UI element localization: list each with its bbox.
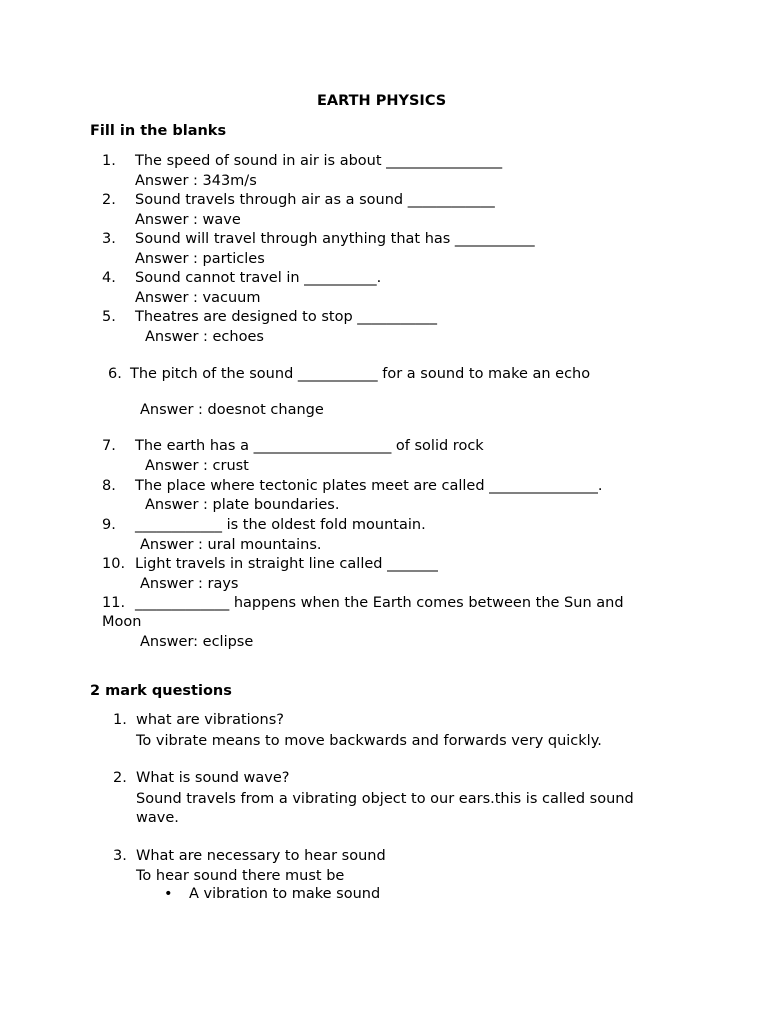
section-heading-two-mark: 2 mark questions	[90, 683, 232, 699]
section-heading-fill-blanks: Fill in the blanks	[90, 123, 227, 139]
item-number: 7.	[102, 438, 116, 454]
item-number: 6.	[108, 366, 122, 382]
answer-text: Answer : ural mountains.	[140, 537, 322, 553]
item-number: 3.	[113, 848, 127, 864]
question-text: What are necessary to hear sound	[136, 848, 386, 864]
bullet-icon: •	[164, 886, 173, 902]
question-text: Sound travels through air as a sound ____________	[135, 192, 495, 208]
question-text: What is sound wave?	[136, 770, 290, 786]
item-number: 3.	[102, 231, 116, 247]
answer-text: Answer : echoes	[145, 329, 264, 345]
answer-text: To hear sound there must be	[136, 868, 345, 884]
item-number: 5.	[102, 309, 116, 325]
question-text: what are vibrations?	[136, 712, 284, 728]
answer-text: Answer : wave	[135, 212, 241, 228]
answer-text: Answer : rays	[140, 576, 239, 592]
item-number: 9.	[102, 517, 116, 533]
item-number: 2.	[102, 192, 116, 208]
bullet-text: A vibration to make sound	[189, 886, 381, 902]
answer-text: Answer : vacuum	[135, 290, 261, 306]
question-text: Sound will travel through anything that has ___________	[135, 231, 535, 247]
page-title: EARTH PHYSICS	[317, 93, 447, 109]
answer-text: To vibrate means to move backwards and forwards very quickly.	[136, 733, 602, 749]
answer-text: Answer: eclipse	[140, 634, 254, 650]
question-text: The earth has a ___________________ of solid rock	[135, 438, 484, 454]
question-text: The speed of sound in air is about ________________	[135, 153, 503, 169]
answer-text: wave.	[136, 810, 179, 826]
question-text-continued: Moon	[102, 614, 142, 630]
answer-text: Answer : doesnot change	[140, 402, 324, 418]
question-text: The place where tectonic plates meet are called _______________.	[135, 478, 603, 494]
answer-text: Sound travels from a vibrating object to our ears.this is called sound	[136, 791, 634, 807]
question-text: Theatres are designed to stop ___________	[135, 309, 438, 325]
item-number: 1.	[113, 712, 127, 728]
item-number: 2.	[113, 770, 127, 786]
answer-text: Answer : particles	[135, 251, 265, 267]
item-number: 8.	[102, 478, 116, 494]
question-text: The pitch of the sound ___________ for a sound to make an echo	[130, 366, 591, 382]
item-number: 10.	[102, 556, 126, 572]
answer-text: Answer : plate boundaries.	[145, 497, 340, 513]
question-text: ____________ is the oldest fold mountain.	[135, 517, 426, 533]
answer-text: Answer : crust	[145, 458, 249, 474]
answer-text: Answer : 343m/s	[135, 173, 257, 189]
item-number: 4.	[102, 270, 116, 286]
question-text: _____________ happens when the Earth comes between the Sun and	[135, 595, 624, 611]
item-number: 1.	[102, 153, 116, 169]
item-number: 11.	[102, 595, 126, 611]
question-text: Sound cannot travel in __________.	[135, 270, 382, 286]
question-text: Light travels in straight line called _______	[135, 556, 438, 572]
